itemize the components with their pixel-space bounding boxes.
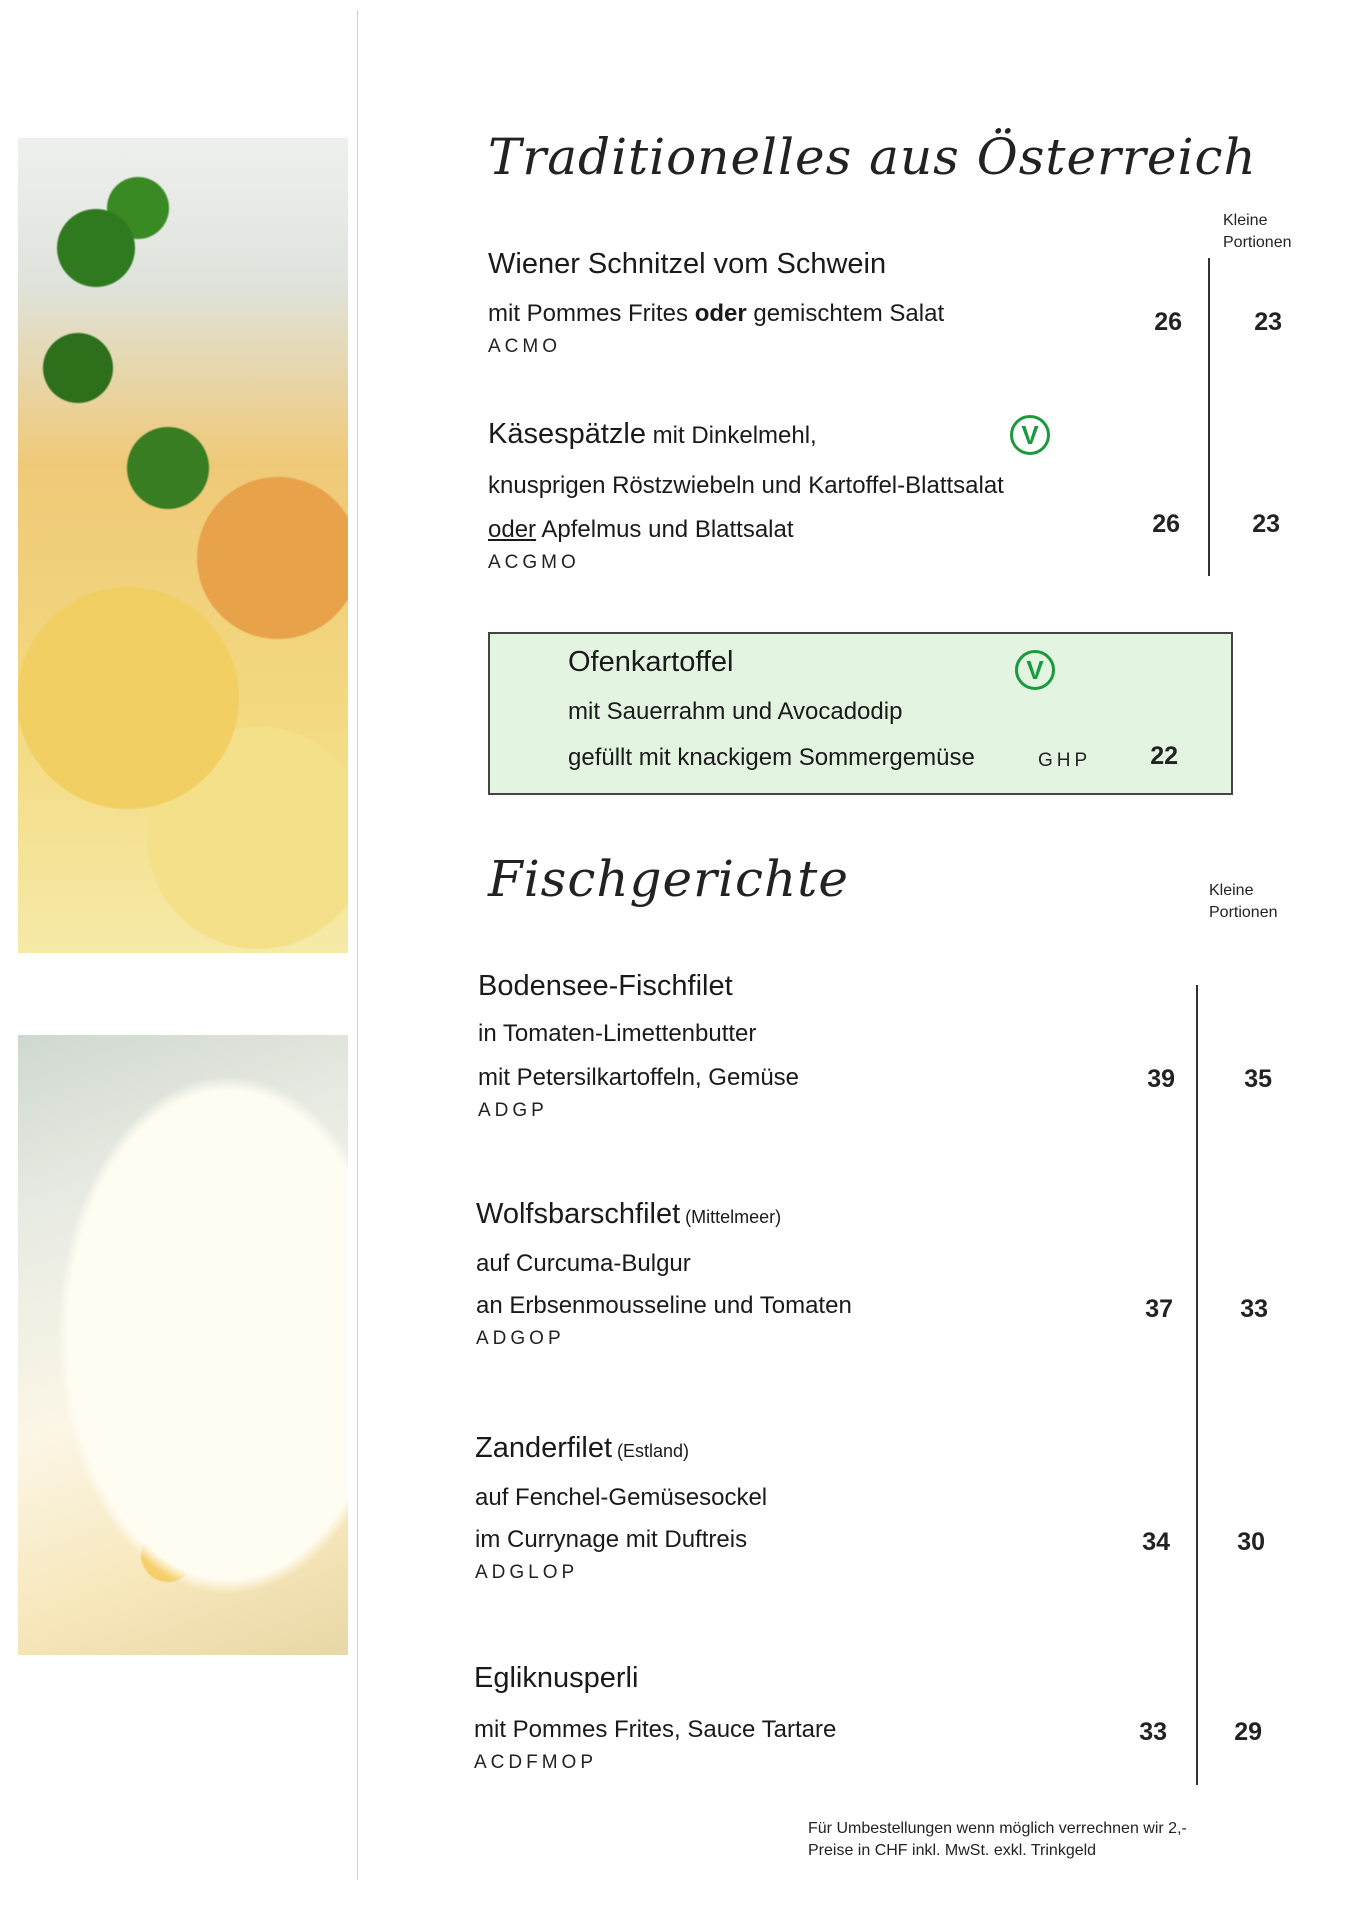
price-small: 23 — [1252, 510, 1280, 538]
allergen-codes: ADGOP — [476, 1328, 565, 1349]
price-regular: 22 — [1150, 742, 1178, 770]
price-small: 29 — [1234, 1718, 1262, 1746]
dish-description: auf Curcuma-Bulgur — [476, 1250, 691, 1277]
dish-name: Egliknusperli — [474, 1662, 639, 1694]
dish-name: Wolfsbarschfilet — [476, 1198, 681, 1230]
price-regular: 26 — [1154, 308, 1182, 336]
dish-description: auf Fenchel-Gemüsesockel — [475, 1484, 768, 1511]
price-regular: 33 — [1139, 1718, 1167, 1746]
dish-description: an Erbsenmousseline und Tomaten — [476, 1292, 852, 1319]
price-column-divider-austria — [1208, 258, 1210, 576]
allergen-codes: ACMO — [488, 336, 561, 357]
price-regular: 39 — [1147, 1065, 1175, 1093]
dish-description: knusprigen Röstzwiebeln und Kartoffel-Blattsalat — [488, 472, 1004, 499]
price-small: 33 — [1240, 1295, 1268, 1323]
small-portions-header-fish: Kleine Portionen — [1209, 882, 1278, 921]
page-divider — [357, 10, 358, 1880]
section-title-fish: Fischgerichte — [488, 850, 849, 908]
dish-header — [475, 1432, 689, 1465]
price-small: 35 — [1244, 1065, 1272, 1093]
food-photo-kaesespaetzle — [18, 138, 348, 953]
dish-name-suffix: mit Dinkelmehl, — [646, 422, 817, 449]
price-regular: 34 — [1142, 1528, 1170, 1556]
featured-dish-description: gefüllt mit knackigem Sommergemüse — [568, 744, 975, 771]
dish-name: Zanderfilet — [475, 1432, 613, 1464]
footer-note: Für Umbestellungen wenn möglich verrechnen wir 2,- Preise in CHF inkl. MwSt. exkl. Trinkgeld — [808, 1820, 1187, 1859]
allergen-codes: GHP — [1038, 750, 1092, 771]
section-title-austria: Traditionelles aus Österreich — [488, 128, 1257, 186]
dish-header — [488, 418, 817, 451]
dish-description: in Tomaten-Limettenbutter — [478, 1020, 757, 1047]
dish-description: mit Petersilkartoffeln, Gemüse — [478, 1064, 800, 1091]
allergen-codes: ADGP — [478, 1100, 548, 1121]
allergen-codes: ACDFMOP — [474, 1752, 597, 1773]
price-regular: 37 — [1145, 1295, 1173, 1323]
dish-name: Käsespätzle — [488, 418, 646, 450]
allergen-codes: ACGMO — [488, 552, 580, 573]
dish-header — [476, 1198, 781, 1231]
dish-origin: (Estland) — [612, 1441, 690, 1461]
dish-description: mit Pommes Frites, Sauce Tartare — [474, 1716, 837, 1743]
dish-description: oder Apfelmus und Blattsalat — [488, 516, 794, 543]
food-photo-fish — [18, 1035, 348, 1655]
dish-origin: (Mittelmeer) — [680, 1207, 782, 1227]
vegetarian-icon: V — [1010, 415, 1050, 455]
price-small: 23 — [1254, 308, 1282, 336]
dish-description: im Currynage mit Duftreis — [475, 1526, 748, 1553]
featured-dish-description: mit Sauerrahm und Avocadodip — [568, 698, 903, 725]
small-portions-header-austria: Kleine Portionen — [1223, 212, 1292, 251]
price-small: 30 — [1237, 1528, 1265, 1556]
allergen-codes: ADGLOP — [475, 1562, 579, 1583]
dish-description: mit Pommes Frites oder gemischtem Salat — [488, 300, 945, 327]
price-column-divider-fish — [1196, 985, 1198, 1785]
vegetarian-icon: V — [1015, 650, 1055, 690]
dish-name: Bodensee-Fischfilet — [478, 970, 733, 1002]
featured-dish-name: Ofenkartoffel — [568, 646, 734, 678]
dish-name: Wiener Schnitzel vom Schwein — [488, 248, 887, 280]
price-regular: 26 — [1152, 510, 1180, 538]
